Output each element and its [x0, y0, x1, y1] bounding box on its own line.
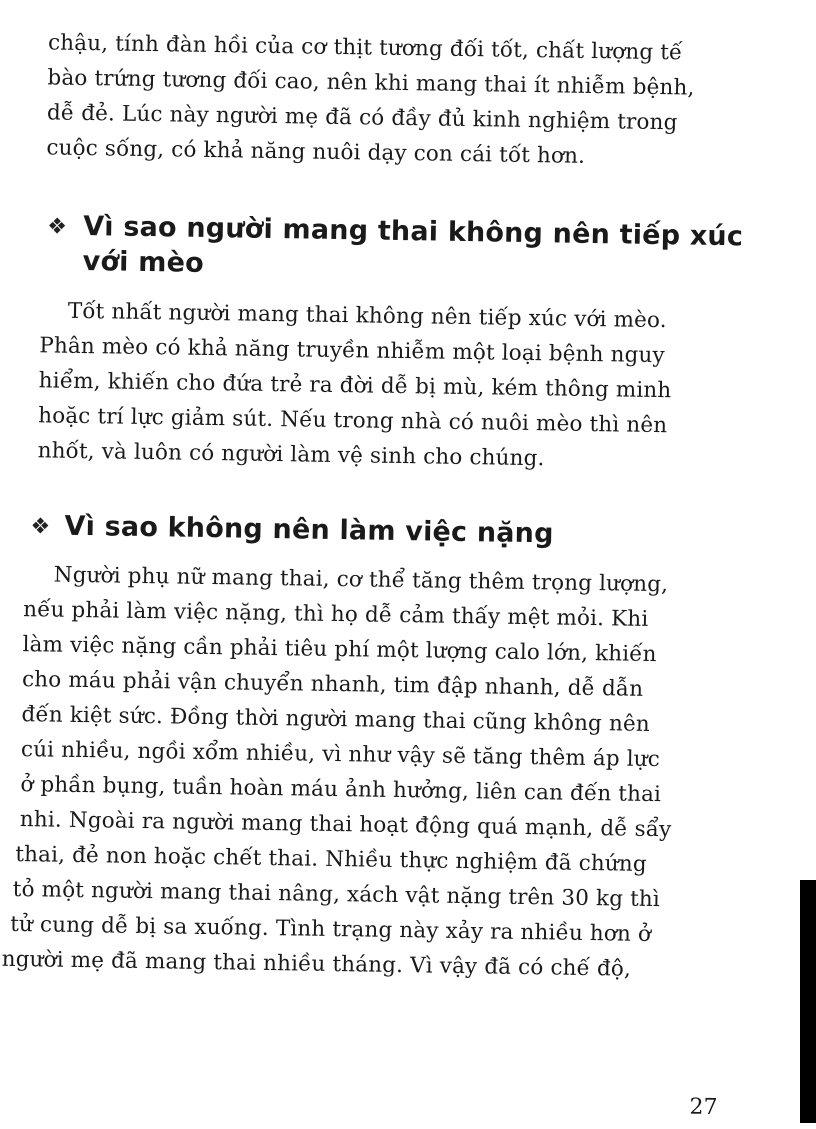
- page-number: 27: [689, 1094, 718, 1121]
- paragraph-line: người mẹ đã mang thai nhiều tháng. Vì vậy đã có chế độ,: [1, 946, 632, 982]
- paragraph-line: cúi nhiều, ngồi xổm nhiều, vì như vậy sẽ tăng thêm áp lực: [20, 737, 661, 773]
- paragraph-line: nhốt, và luôn có người làm vệ sinh cho chúng.: [37, 438, 545, 472]
- paragraph-line: chậu, tính đàn hồi của cơ thịt tương đối tốt, chất lượng tế: [47, 30, 683, 66]
- scan-edge-shadow: [800, 880, 816, 1123]
- paragraph-line: cho máu phải vận chuyển nhanh, tim đập nhanh, dễ dẫn: [21, 667, 644, 702]
- paragraph-line: dễ đẻ. Lúc này người mẹ đã có đầy đủ kinh nghiệm trong: [46, 100, 678, 136]
- paragraph-line: tỏ một người mang thai nâng, xách vật nặng trên 30 kg thì: [12, 876, 661, 913]
- paragraph-line: Người phụ nữ mang thai, cơ thể tăng thêm trọng lượng,: [53, 562, 669, 598]
- paragraph-line: tử cung dễ bị sa xuống. Tình trạng này xảy ra nhiều hơn ở: [10, 911, 652, 947]
- section-bullet-icon: ❖: [30, 514, 51, 540]
- paragraph-line: nếu phải làm việc nặng, thì họ dễ cảm thấy mệt mỏi. Khi: [22, 597, 649, 632]
- paragraph-line: Tốt nhất người mang thai không nên tiếp xúc với mèo.: [67, 298, 667, 334]
- paragraph-line: hoặc trí lực giảm sút. Nếu trong nhà có nuôi mèo thì nên: [38, 403, 668, 439]
- section-heading-continued: với mèo: [82, 245, 205, 279]
- paragraph-line: hiểm, khiến cho đứa trẻ ra đời dễ bị mù, kém thông minh: [38, 368, 672, 404]
- paragraph-line: thai, đẻ non hoặc chết thai. Nhiều thực nghiệm đã chứng: [15, 841, 647, 877]
- section-heading: Vì sao người mang thai không nên tiếp xúc: [82, 210, 744, 253]
- section-bullet-icon: ❖: [46, 214, 68, 240]
- paragraph-line: bào trứng tương đối cao, nên khi mang thai ít nhiễm bệnh,: [47, 65, 695, 101]
- paragraph-line: Phân mèo có khả năng truyền nhiễm một loại bệnh nguy: [39, 333, 666, 369]
- paragraph-line: đến kiệt sức. Đồng thời người mang thai cũng không nên: [21, 702, 651, 737]
- section-heading: Vì sao không nên làm việc nặng: [64, 510, 554, 550]
- paragraph-line: nhi. Ngoài ra người mang thai hoạt động quá mạnh, dễ sẩy: [19, 807, 672, 843]
- paragraph-line: cuộc sống, có khả năng nuôi dạy con cái tốt hơn.: [46, 135, 586, 169]
- paragraph-line: làm việc nặng cần phải tiêu phí một lượng calo lớn, khiến: [22, 632, 657, 668]
- paragraph-line: ở phần bụng, tuần hoàn máu ảnh hưởng, liên can đến thai: [20, 772, 662, 808]
